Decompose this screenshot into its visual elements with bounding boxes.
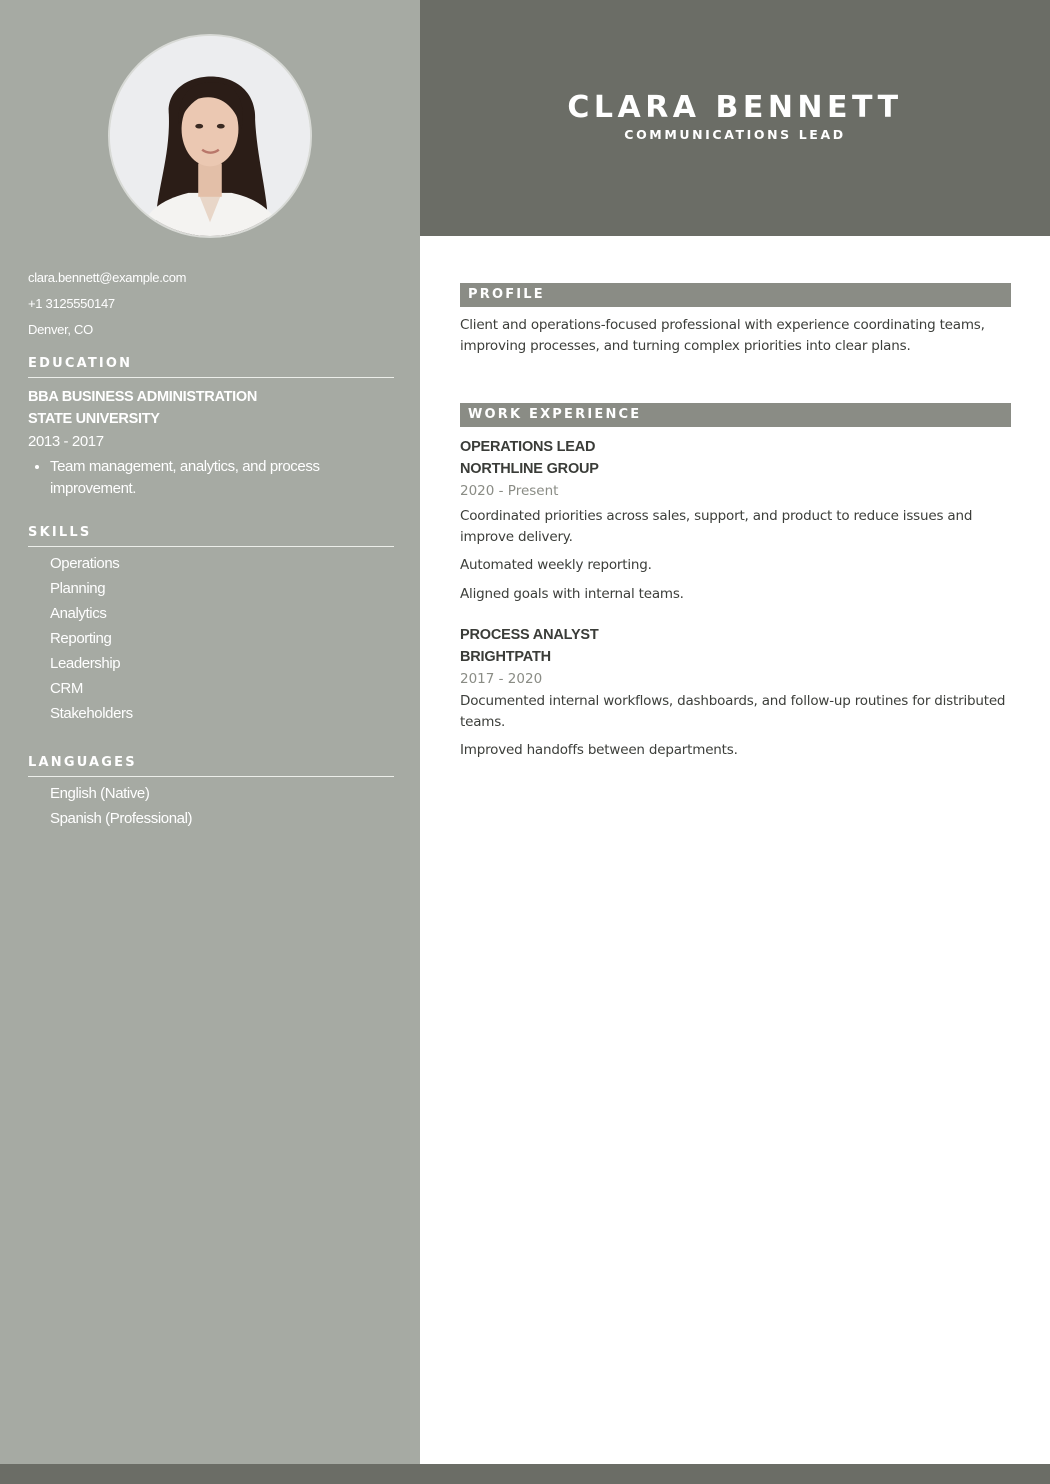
job-dates: 2017 - 2020 <box>460 671 543 687</box>
person-name: CLARA BENNETT <box>567 90 903 125</box>
skill-item: Reporting <box>50 630 112 647</box>
skill-item: CRM <box>50 680 83 697</box>
profile-heading: PROFILE <box>460 283 1011 307</box>
job-bullet: Improved handoffs between departments. <box>460 742 738 758</box>
education-bullets <box>28 456 394 500</box>
job-role: PROCESS ANALYST <box>460 627 599 643</box>
job-entry <box>460 436 1011 604</box>
language-item: English (Native) <box>50 785 150 802</box>
job-bullet: Coordinated priorities across sales, support, and product to reduce issues and improve delivery. <box>460 508 973 545</box>
header-banner <box>420 0 1050 236</box>
skill-item: Analytics <box>50 605 107 622</box>
profile-text: Client and operations-focused professional with experience coordinating teams, improving processes, and turning complex priorities into clear plans. <box>460 317 985 354</box>
job-bullet: Aligned goals with internal teams. <box>460 585 684 602</box>
education-bullet: • Team management, analytics, and process improvement. <box>50 456 394 500</box>
education-years: 2013 - 2017 <box>28 433 104 450</box>
footer-bar <box>0 1464 1050 1484</box>
job-entry <box>460 624 1011 761</box>
profile-section <box>460 283 1011 356</box>
skill-item: Leadership <box>50 655 121 672</box>
languages-section <box>28 755 394 833</box>
education-section <box>28 356 394 500</box>
skill-item: Stakeholders <box>50 705 133 722</box>
contact-phone[interactable]: +1 3125550147 <box>28 296 115 311</box>
education-heading: EDUCATION <box>28 356 394 378</box>
job-role: OPERATIONS LEAD <box>460 439 596 455</box>
sidebar <box>0 0 420 1464</box>
skill-item: Planning <box>50 580 106 597</box>
skills-heading: SKILLS <box>28 525 394 547</box>
languages-heading: LANGUAGES <box>28 755 394 777</box>
job-company: NORTHLINE GROUP <box>460 461 599 477</box>
experience-section <box>460 403 1011 761</box>
person-title: COMMUNICATIONS LEAD <box>624 127 846 142</box>
experience-heading: WORK EXPERIENCE <box>460 403 1011 427</box>
contact-block <box>28 270 398 348</box>
contact-location: Denver, CO <box>28 322 93 337</box>
profile-photo <box>108 34 312 238</box>
language-item: Spanish (Professional) <box>50 810 193 827</box>
job-company: BRIGHTPATH <box>460 649 551 665</box>
job-dates: 2020 - Present <box>460 483 559 499</box>
languages-list <box>28 783 394 833</box>
skill-item: Operations <box>50 555 120 572</box>
education-degree: BBA BUSINESS ADMINISTRATION <box>28 389 258 405</box>
skills-list <box>28 553 394 728</box>
job-bullet: Automated weekly reporting. <box>460 557 652 573</box>
profile-photo-illustration <box>110 36 310 236</box>
contact-email[interactable]: clara.bennett@example.com <box>28 270 187 285</box>
job-bullet: Documented internal workflows, dashboards, and follow-up routines for distributed teams. <box>460 693 1006 730</box>
education-school: STATE UNIVERSITY <box>28 411 160 427</box>
skills-section <box>28 525 394 728</box>
